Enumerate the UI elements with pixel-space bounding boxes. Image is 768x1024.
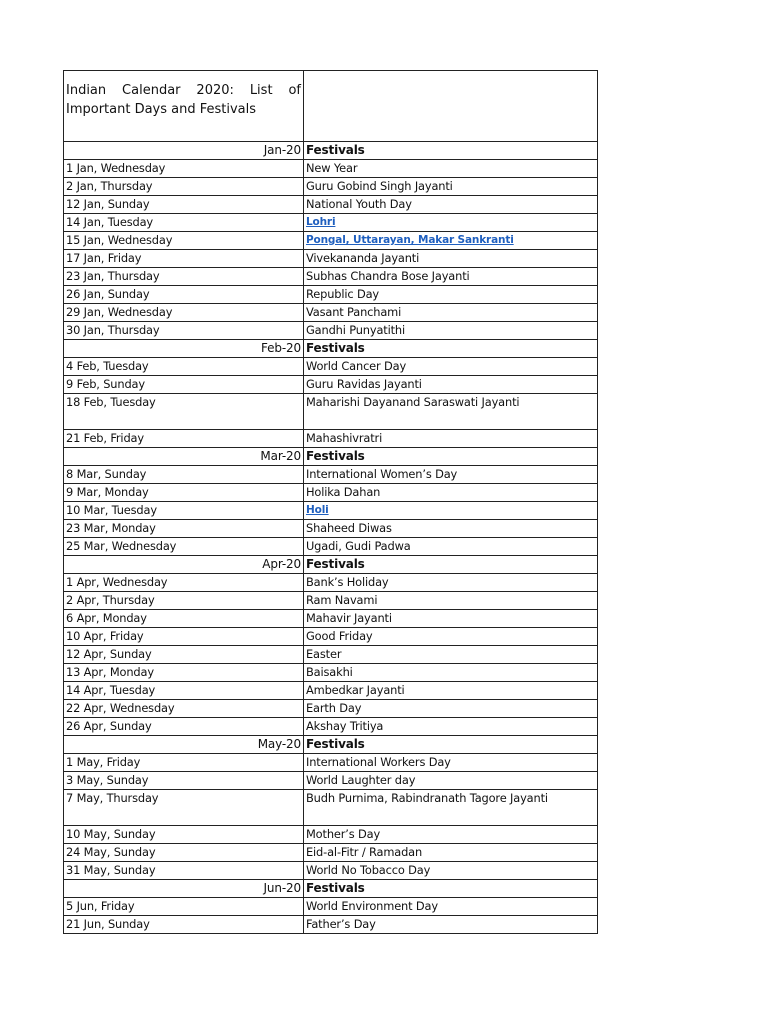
table-row <box>64 304 598 322</box>
date-cell: 5 Jun, Friday <box>64 898 304 916</box>
date-cell: 15 Jan, Wednesday <box>64 232 304 250</box>
event-cell: Holika Dahan <box>304 484 598 502</box>
date-cell: 10 Mar, Tuesday <box>64 502 304 520</box>
date-cell: 1 Apr, Wednesday <box>64 574 304 592</box>
event-cell: World Cancer Day <box>304 358 598 376</box>
month-header-row <box>64 340 598 358</box>
date-cell: 9 Feb, Sunday <box>64 376 304 394</box>
event-cell: Akshay Tritiya <box>304 718 598 736</box>
date-cell: 12 Apr, Sunday <box>64 646 304 664</box>
month-header-row <box>64 736 598 754</box>
table-row <box>64 502 598 520</box>
event-cell: Maharishi Dayanand Saraswati Jayanti <box>304 394 598 430</box>
festivals-header: Festivals <box>304 880 598 898</box>
event-cell: World Environment Day <box>304 898 598 916</box>
event-cell: Gandhi Punyatithi <box>304 322 598 340</box>
date-cell: 12 Jan, Sunday <box>64 196 304 214</box>
month-label: Jun-20 <box>64 880 304 898</box>
event-cell: Mahavir Jayanti <box>304 610 598 628</box>
title-row <box>64 71 598 142</box>
title-blank-cell <box>304 71 598 142</box>
date-cell: 13 Apr, Monday <box>64 664 304 682</box>
event-cell: Eid-al-Fitr / Ramadan <box>304 844 598 862</box>
festival-calendar-table <box>63 70 598 934</box>
table-row <box>64 232 598 250</box>
event-cell: National Youth Day <box>304 196 598 214</box>
table-row <box>64 520 598 538</box>
event-cell: Budh Purnima, Rabindranath Tagore Jayanti <box>304 790 598 826</box>
table-row <box>64 196 598 214</box>
month-header-row <box>64 142 598 160</box>
month-label: Apr-20 <box>64 556 304 574</box>
table-row <box>64 214 598 232</box>
date-cell: 9 Mar, Monday <box>64 484 304 502</box>
table-row <box>64 178 598 196</box>
event-cell: New Year <box>304 160 598 178</box>
event-cell: Guru Gobind Singh Jayanti <box>304 178 598 196</box>
table-row <box>64 376 598 394</box>
table-row <box>64 610 598 628</box>
event-link[interactable]: Holi <box>304 502 598 520</box>
month-header-row <box>64 556 598 574</box>
event-cell: Father’s Day <box>304 916 598 934</box>
table-row <box>64 466 598 484</box>
event-cell: Guru Ravidas Jayanti <box>304 376 598 394</box>
month-header-row <box>64 880 598 898</box>
event-cell: Mahashivratri <box>304 430 598 448</box>
table-row <box>64 718 598 736</box>
festivals-header: Festivals <box>304 340 598 358</box>
table-row <box>64 664 598 682</box>
table-row <box>64 358 598 376</box>
event-link[interactable]: Lohri <box>304 214 598 232</box>
event-cell: Bank’s Holiday <box>304 574 598 592</box>
document-title: Indian Calendar 2020: List of Important Days and Festivals <box>64 71 304 142</box>
event-cell: Vasant Panchami <box>304 304 598 322</box>
table-row <box>64 574 598 592</box>
event-cell: Baisakhi <box>304 664 598 682</box>
event-cell: International Women’s Day <box>304 466 598 484</box>
date-cell: 30 Jan, Thursday <box>64 322 304 340</box>
date-cell: 23 Mar, Monday <box>64 520 304 538</box>
table-row <box>64 538 598 556</box>
date-cell: 21 Feb, Friday <box>64 430 304 448</box>
date-cell: 18 Feb, Tuesday <box>64 394 304 430</box>
date-cell: 4 Feb, Tuesday <box>64 358 304 376</box>
event-cell: International Workers Day <box>304 754 598 772</box>
table-row <box>64 430 598 448</box>
date-cell: 10 May, Sunday <box>64 826 304 844</box>
date-cell: 21 Jun, Sunday <box>64 916 304 934</box>
event-cell: Easter <box>304 646 598 664</box>
date-cell: 2 Jan, Thursday <box>64 178 304 196</box>
month-label: Jan-20 <box>64 142 304 160</box>
date-cell: 29 Jan, Wednesday <box>64 304 304 322</box>
table-body <box>64 71 598 934</box>
table-row <box>64 898 598 916</box>
festivals-header: Festivals <box>304 448 598 466</box>
date-cell: 26 Apr, Sunday <box>64 718 304 736</box>
event-cell: Mother’s Day <box>304 826 598 844</box>
event-cell: Good Friday <box>304 628 598 646</box>
date-cell: 3 May, Sunday <box>64 772 304 790</box>
table-row <box>64 826 598 844</box>
date-cell: 10 Apr, Friday <box>64 628 304 646</box>
table-row <box>64 484 598 502</box>
date-cell: 2 Apr, Thursday <box>64 592 304 610</box>
event-cell: World No Tobacco Day <box>304 862 598 880</box>
event-link[interactable]: Pongal, Uttarayan, Makar Sankranti <box>304 232 598 250</box>
event-cell: Vivekananda Jayanti <box>304 250 598 268</box>
month-label: Feb-20 <box>64 340 304 358</box>
table-row <box>64 862 598 880</box>
table-row <box>64 916 598 934</box>
date-cell: 6 Apr, Monday <box>64 610 304 628</box>
date-cell: 7 May, Thursday <box>64 790 304 826</box>
date-cell: 26 Jan, Sunday <box>64 286 304 304</box>
table-row <box>64 394 598 430</box>
event-cell: World Laughter day <box>304 772 598 790</box>
table-row <box>64 772 598 790</box>
table-row <box>64 790 598 826</box>
date-cell: 17 Jan, Friday <box>64 250 304 268</box>
date-cell: 31 May, Sunday <box>64 862 304 880</box>
month-header-row <box>64 448 598 466</box>
table-row <box>64 250 598 268</box>
table-row <box>64 844 598 862</box>
date-cell: 14 Apr, Tuesday <box>64 682 304 700</box>
event-cell: Shaheed Diwas <box>304 520 598 538</box>
date-cell: 1 Jan, Wednesday <box>64 160 304 178</box>
date-cell: 1 May, Friday <box>64 754 304 772</box>
festivals-header: Festivals <box>304 556 598 574</box>
table-row <box>64 322 598 340</box>
date-cell: 23 Jan, Thursday <box>64 268 304 286</box>
event-cell: Republic Day <box>304 286 598 304</box>
event-cell: Ram Navami <box>304 592 598 610</box>
table-row <box>64 628 598 646</box>
table-row <box>64 754 598 772</box>
event-cell: Subhas Chandra Bose Jayanti <box>304 268 598 286</box>
festivals-header: Festivals <box>304 736 598 754</box>
month-label: May-20 <box>64 736 304 754</box>
table-row <box>64 286 598 304</box>
event-cell: Ambedkar Jayanti <box>304 682 598 700</box>
date-cell: 25 Mar, Wednesday <box>64 538 304 556</box>
table-row <box>64 592 598 610</box>
date-cell: 14 Jan, Tuesday <box>64 214 304 232</box>
event-cell: Earth Day <box>304 700 598 718</box>
date-cell: 24 May, Sunday <box>64 844 304 862</box>
table-row <box>64 682 598 700</box>
festivals-header: Festivals <box>304 142 598 160</box>
table-row <box>64 268 598 286</box>
date-cell: 22 Apr, Wednesday <box>64 700 304 718</box>
event-cell: Ugadi, Gudi Padwa <box>304 538 598 556</box>
table-row <box>64 646 598 664</box>
table-row <box>64 700 598 718</box>
date-cell: 8 Mar, Sunday <box>64 466 304 484</box>
month-label: Mar-20 <box>64 448 304 466</box>
table-row <box>64 160 598 178</box>
